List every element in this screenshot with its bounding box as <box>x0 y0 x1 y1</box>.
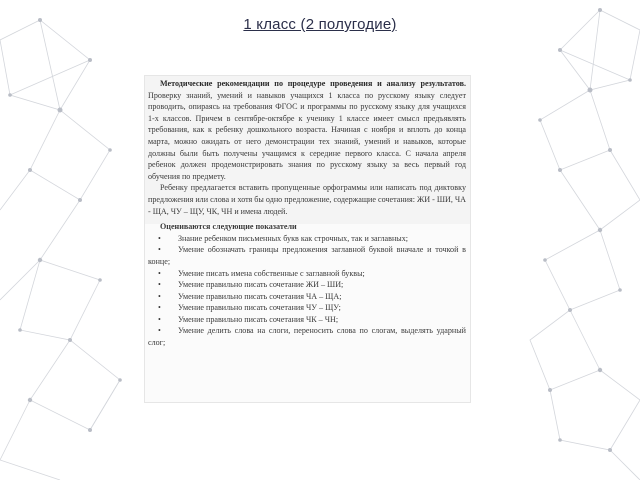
document-text <box>148 78 466 349</box>
intro-paragraph <box>148 78 466 182</box>
criteria-list <box>148 233 466 349</box>
intro-text: Проверку знаний, умений и навыков учащихся 1 класса по русскому языку следует проводить, опираясь на требования ФГОС и программы по русскому языку для учащихся 1-х классов. Причем в сентябре-октябре к ученику 1 классе имеет смысл предъявлять требования, как к ребенку дошкольного возраста. Начиная с ноября и вплоть до конца марта, можно ожидать от него демонстрации тех знаний, умений и навыков, которые должны были быть получены учащимся к середине первого класса. С начала апреля ребенок должен продемонстрировать знания по русскому языку за весь первый год обучения по предмету. <box>148 90 466 181</box>
list-item: • Умение правильно писать сочетание ЖИ – ШИ; <box>148 279 466 291</box>
list-item: • Умение правильно писать сочетания ЧК – ЧН; <box>148 314 466 326</box>
document-scan <box>145 76 470 402</box>
task-paragraph: Ребенку предлагается вставить пропущенные орфограммы или написать под диктовку предложения или слова и хотя бы одно предложение, содержащие сочетания: ЖИ - ШИ, ЧА - ЩА, ЧУ – ЩУ, ЧК, ЧН и имена людей. <box>148 183 466 216</box>
list-item: • Умение правильно писать сочетания ЧУ – ЩУ; <box>148 302 466 314</box>
criteria-heading: Оцениваются следующие показатели <box>160 222 297 232</box>
list-item: • Умение правильно писать сочетания ЧА – ЩА; <box>148 291 466 303</box>
list-item: • Умение делить слова на слоги, переносить слова по слогам, выделять ударный слог; <box>148 325 466 348</box>
intro-heading: Методические рекомендации по процедуре проведения и анализу результатов. <box>160 79 466 88</box>
slide-title: 1 класс (2 полугодие) <box>243 16 397 33</box>
list-item: • Умение писать имена собственные с заглавной буквы; <box>148 268 466 280</box>
list-item: • Знание ребенком письменных букв как строчных, так и заглавных; <box>148 233 466 245</box>
list-item: • Умение обозначать границы предложения заглавной буквой вначале и точкой в конце; <box>148 244 466 267</box>
